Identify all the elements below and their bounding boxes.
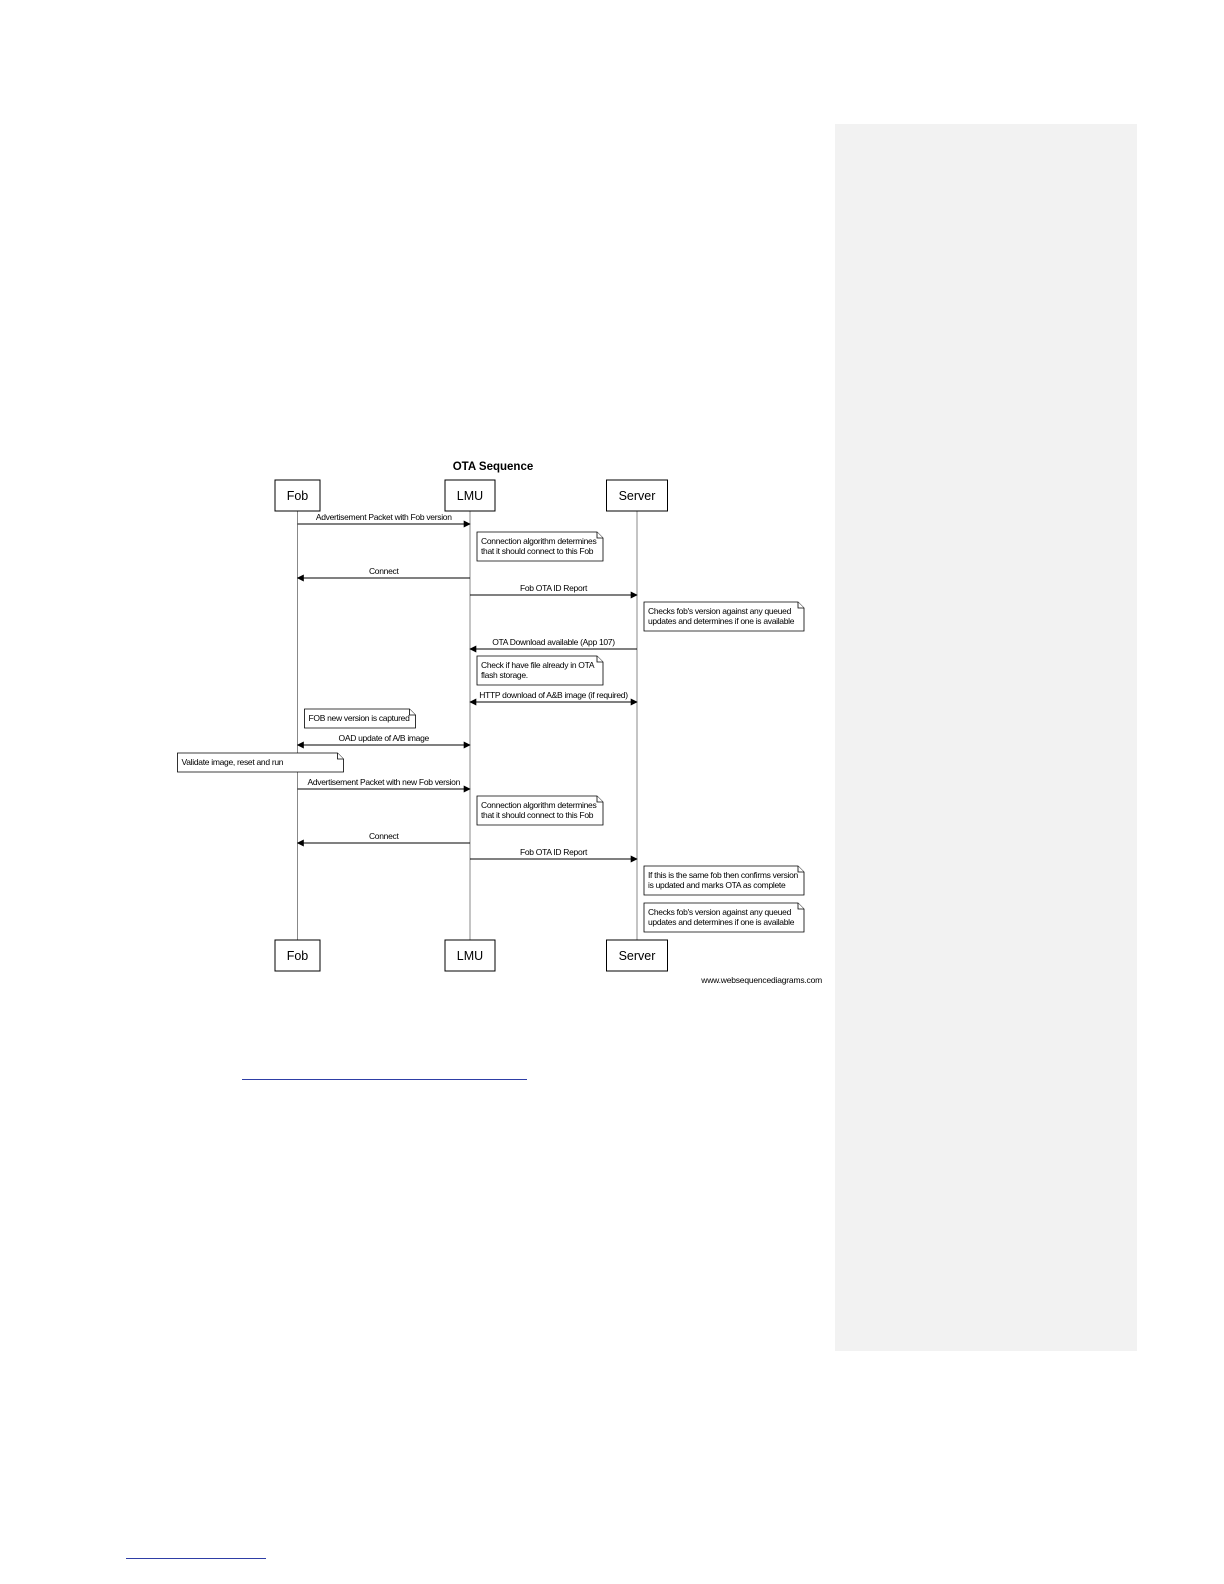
participant-lmu-top (445, 480, 495, 511)
note-text-line: Validate image, reset and run (181, 757, 284, 767)
note-box (644, 602, 804, 631)
footnote-separator (126, 1558, 266, 1559)
participant-server-top (607, 480, 668, 511)
participant-label: Fob (286, 949, 309, 963)
message-label: OTA Download available (App 107) (492, 637, 615, 647)
note-text-line: If this is the same fob then confirms version (648, 870, 798, 880)
participant-lmu-bottom (445, 940, 495, 971)
message-arrow (470, 583, 637, 595)
participant-fob-bottom (275, 940, 320, 971)
message-arrow (298, 777, 471, 789)
note-text-line: Checks fob's version against any queued (648, 606, 792, 616)
participant-label: Server (618, 949, 656, 963)
note-text-line: that it should connect to this Fob (481, 546, 594, 556)
note-text-line: FOB new version is captured (308, 713, 410, 723)
note-box (644, 866, 804, 895)
message-label: OAD update of A/B image (338, 733, 429, 743)
sequence-steps (178, 512, 805, 932)
participant-fob-top (275, 480, 320, 511)
note-text-line: Check if have file already in OTA (481, 660, 595, 670)
note-text-line: updates and determines if one is available (648, 917, 795, 927)
participant-label: Fob (286, 489, 309, 503)
note-box (644, 903, 804, 932)
note-box (477, 656, 603, 685)
note-text-line: Connection algorithm determines (481, 536, 597, 546)
note-text-line: is updated and marks OTA as complete (648, 880, 786, 890)
note-box (477, 796, 603, 825)
message-arrow (470, 847, 637, 859)
participant-server-bottom (607, 940, 668, 971)
message-label: Advertisement Packet with Fob version (315, 512, 452, 522)
message-arrow (298, 831, 471, 843)
note-text-line: Checks fob's version against any queued (648, 907, 792, 917)
hyperlink-underline[interactable] (242, 1079, 527, 1080)
message-arrow (298, 733, 471, 745)
note-text-line: flash storage. (481, 670, 528, 680)
message-label: Connect (368, 566, 399, 576)
message-arrow (298, 512, 471, 524)
note-box (305, 709, 416, 728)
note-box (477, 532, 603, 561)
diagram-credit: www.websequencediagrams.com (701, 975, 822, 985)
diagram-title: OTA Sequence (452, 461, 534, 473)
message-label: Connect (368, 831, 399, 841)
note-box (178, 753, 344, 772)
message-arrow (470, 690, 637, 702)
participant-label: LMU (456, 489, 484, 503)
message-label: Fob OTA ID Report (519, 847, 588, 857)
message-label: Fob OTA ID Report (519, 583, 588, 593)
note-text-line: Connection algorithm determines (481, 800, 597, 810)
participant-label: LMU (456, 949, 484, 963)
message-label: HTTP download of A&B image (if required) (479, 690, 628, 700)
note-text-line: updates and determines if one is available (648, 616, 795, 626)
message-arrow (298, 566, 471, 578)
message-label: Advertisement Packet with new Fob version (307, 777, 461, 787)
participant-label: Server (618, 489, 656, 503)
note-text-line: that it should connect to this Fob (481, 810, 594, 820)
message-arrow (470, 637, 637, 649)
